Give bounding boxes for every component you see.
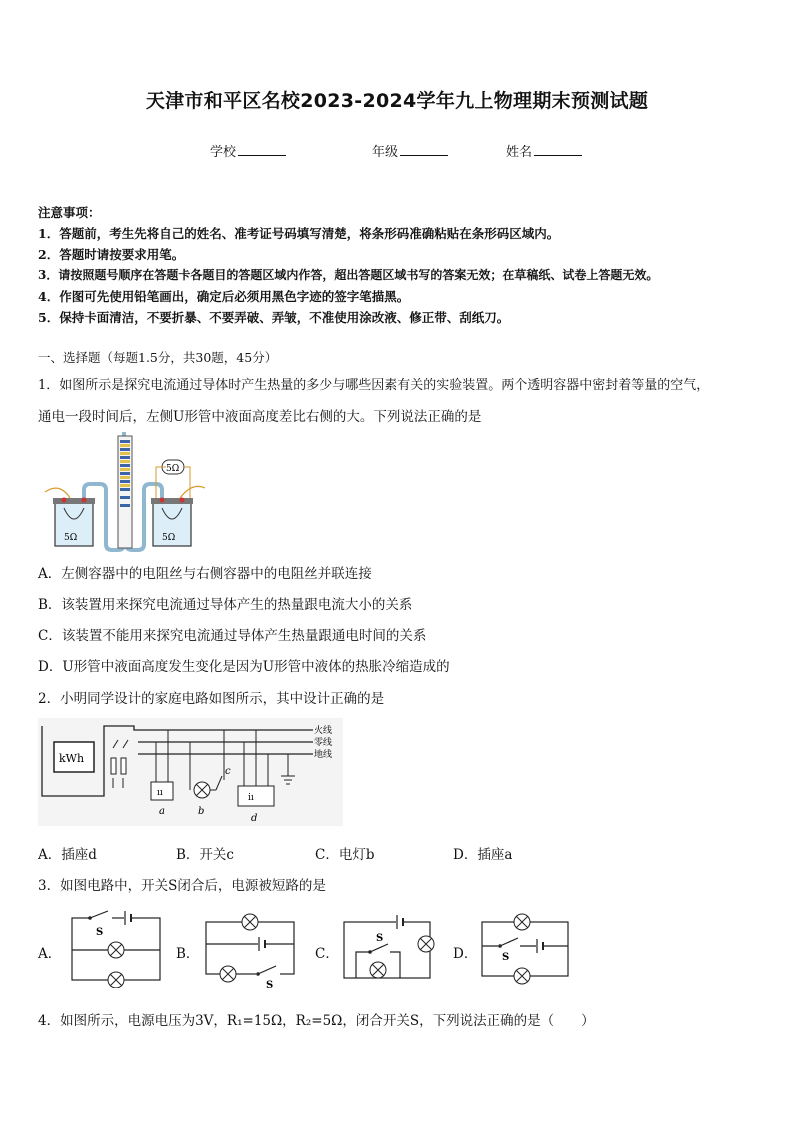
school-label: 学校 xyxy=(210,145,237,160)
q2-option-d[interactable]: D．插座a xyxy=(453,847,513,863)
note-item: 5．保持卡面清洁，不要折暴、不要弄破、弄皱，不准使用涂改液、修正带、刮纸刀。 xyxy=(38,310,510,325)
circuit-frame xyxy=(344,922,430,978)
q1-text-line1: 1．如图所示是探究电流通过导体时产生热量的多少与哪些因素有关的实验装置。两个透明容器中密封着等量的空气， xyxy=(38,378,710,393)
q4-text: 4．如图所示，电源电压为3V，R₁=15Ω，R₂=5Ω，闭合开关S，下列说法正确的是（ ） xyxy=(38,1013,595,1029)
wire xyxy=(356,952,370,978)
socket-d xyxy=(238,786,274,806)
note-item: 1．答题前，考生先将自己的姓名、准考证号码填写清楚，将条形码准确粘贴在条形码区域内。 xyxy=(38,226,560,241)
switch-pivot xyxy=(498,944,502,948)
switch-label: S xyxy=(502,952,510,963)
school-field[interactable] xyxy=(210,141,286,160)
label-b: b xyxy=(198,806,205,817)
grade-label: 年级 xyxy=(372,145,399,160)
notes-heading: 注意事项： xyxy=(38,205,101,220)
live-label: 火线 xyxy=(314,726,333,736)
fuse xyxy=(121,758,126,774)
q3-circuit-c xyxy=(342,908,437,988)
q3-label-b[interactable]: B． xyxy=(176,946,200,962)
ground-label: 地线 xyxy=(314,750,333,760)
terminal xyxy=(82,498,87,503)
q1-text-line2: 通电一段时间后，左侧U形管中液面高度差比右侧的大。下列说法正确的是 xyxy=(38,409,482,425)
q1-figure xyxy=(40,432,210,552)
fuse xyxy=(111,758,116,774)
name-field[interactable] xyxy=(506,141,582,160)
right-resistor-label: 5Ω xyxy=(162,533,176,543)
q3-circuit-a xyxy=(70,908,165,988)
name-label: 姓名 xyxy=(506,145,533,160)
terminal xyxy=(160,498,165,503)
q2-option-c[interactable]: C．电灯b xyxy=(315,847,375,863)
label-c: c xyxy=(225,766,231,777)
q2-figure xyxy=(38,718,343,826)
wire-left xyxy=(45,488,70,498)
left-resistor-label: 5Ω xyxy=(64,533,78,543)
switch-pivot xyxy=(88,916,92,920)
wire xyxy=(390,952,400,978)
switch-pivot xyxy=(368,950,372,954)
q2-option-a[interactable]: A．插座d xyxy=(38,847,97,863)
grade-blank[interactable] xyxy=(400,143,448,156)
q3-text: 3．如图电路中，开关S闭合后，电源被短路的是 xyxy=(38,878,326,894)
socket-d-glyph: ı̇ı xyxy=(248,793,254,803)
socket-a-glyph: ıı xyxy=(157,788,163,798)
section-heading: 一、选择题（每题1.5分，共30题，45分） xyxy=(38,350,278,365)
label-d: d xyxy=(251,813,258,824)
page-title: 天津市和平区名校2023-2024学年九上物理期末预测试题 xyxy=(145,90,649,112)
switch-label: S xyxy=(266,980,274,988)
circuit-frame xyxy=(482,922,568,976)
q2-text: 2．小明同学设计的家庭电路如图所示，其中设计正确的是 xyxy=(38,691,385,707)
q1-option-c[interactable]: C．该装置不能用来探究电流通过导体产生热量跟通电时间的关系 xyxy=(38,628,427,644)
q3-circuit-b xyxy=(204,908,299,988)
right-lid xyxy=(151,498,193,504)
q3-label-d[interactable]: D． xyxy=(453,946,478,962)
name-blank[interactable] xyxy=(534,143,582,156)
switch-label: S xyxy=(96,927,104,938)
left-lid xyxy=(53,498,95,504)
q3-label-a[interactable]: A． xyxy=(38,946,62,962)
terminal xyxy=(62,498,67,503)
q3-label-c[interactable]: C． xyxy=(315,946,339,962)
switch-label: S xyxy=(376,933,384,944)
q1-option-d[interactable]: D．U形管中液面高度发生变化是因为U形管中液体的热胀冷缩造成的 xyxy=(38,659,450,675)
school-blank[interactable] xyxy=(238,143,286,156)
wire-right xyxy=(180,486,205,498)
neutral-label: 零线 xyxy=(314,738,333,748)
q1-option-a[interactable]: A．左侧容器中的电阻丝与右侧容器中的电阻丝并联连接 xyxy=(38,566,372,582)
terminal xyxy=(180,498,185,503)
note-item: 2．答题时请按要求用笔。 xyxy=(38,247,185,262)
note-item: 3．请按照题号顺序在答题卡各题目的答题区域内作答，超出答题区域书写的答案无效；在草稿纸、试卷上答题无效。 xyxy=(38,268,659,282)
top-resistor-label: 5Ω xyxy=(166,464,180,474)
label-a: a xyxy=(159,806,165,817)
kwh-label: kWh xyxy=(59,752,85,765)
scale-ticks xyxy=(120,440,130,507)
switch-pivot xyxy=(256,972,260,976)
q3-circuit-d xyxy=(480,908,575,988)
switch-s xyxy=(370,944,388,952)
note-item: 4．作图可先使用铅笔画出，确定后必须用黑色字迹的签字笔描黑。 xyxy=(38,289,410,304)
q2-option-b[interactable]: B．开关c xyxy=(176,847,234,863)
q1-option-b[interactable]: B．该装置用来探究电流通过导体产生的热量跟电流大小的关系 xyxy=(38,597,413,613)
grade-field[interactable] xyxy=(372,141,448,160)
